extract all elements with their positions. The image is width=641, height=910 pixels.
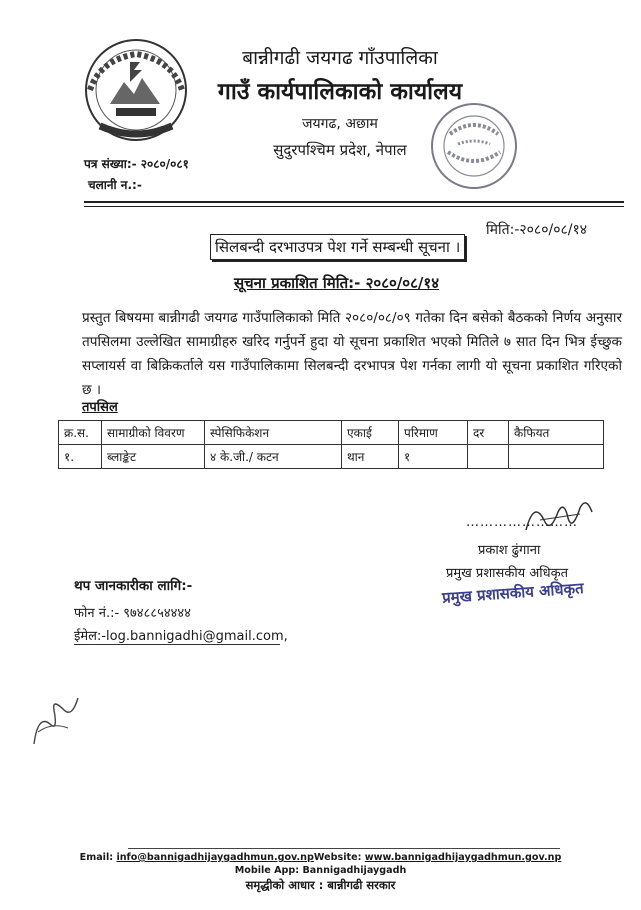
- header-unit: एकाई: [342, 421, 399, 445]
- initials-scribble-icon: [28, 684, 84, 754]
- published-date: सूचना प्रकाशित मिति:- २०८०/०८/१४: [234, 274, 439, 292]
- contact-email-suffix: ,: [283, 629, 288, 644]
- notice-subject: सिलबन्दी दरभाउपत्र पेश गर्ने सम्बन्धी सूचना ।: [210, 234, 465, 260]
- table-header-row: [59, 421, 604, 445]
- signatory-post: प्रमुख प्रशासकीय अधिकृत: [446, 566, 569, 581]
- contact-phone: फोन नं.:- ९७४८८५४४४४: [74, 606, 191, 621]
- cell-quantity: १: [399, 445, 468, 469]
- cell-serial: १.: [59, 445, 102, 469]
- address-line-2: सुदुरपश्चिम प्रदेश, नेपाल: [273, 141, 407, 159]
- header-quantity: परिमाण: [399, 421, 468, 445]
- cell-unit: थान: [342, 445, 399, 469]
- footer-website-label: Website:: [313, 852, 365, 863]
- cell-remarks: [509, 445, 604, 469]
- header-serial: क्र.स.: [59, 421, 102, 445]
- notice-body: प्रस्तुत बिषयमा बान्नीगढी जयगढ गाउँपालिकाको मिति २०८०/०८/०९ गतेका दिन बसेको बैठकको निर्णय अनुसार तपसिलमा उल्लेखित सामाग्रीहरु खरिद गर्नुपर्ने हुदा यो सूचना प्रकाशित भएको मितिले ७ सात दिन भित्र ईच्छुक सप्लायर्स वा बिक्रिकर्ताले यस गाउँपालिकामा सिलबन्दी दरभापत्र पेश गर्नका लागी यो सूचना प्रकाशित गरिएको छ ।: [82, 310, 622, 398]
- contact-email-address[interactable]: log.bannigadhi@gmail.com: [106, 629, 284, 644]
- contact-email-label: ईमेल:-: [74, 629, 107, 644]
- cell-spec: ४ के.जी./ कटन: [205, 445, 342, 469]
- cell-rate: [468, 445, 509, 469]
- address-line-1: जयगढ, अछाम: [302, 116, 378, 132]
- designation-stamp: प्रमुख प्रशासकीय अधिकृत: [441, 579, 585, 607]
- footer-website-link[interactable]: www.bannigadhijaygadhmun.gov.np: [364, 852, 562, 863]
- signatory-name: प्रकाश ढुंगाना: [478, 543, 541, 558]
- office-name: गाउँ कार्यपालिकाको कार्यालय: [217, 79, 463, 105]
- header-rate: दर: [468, 421, 509, 445]
- signature-line: ……………………: [466, 515, 578, 530]
- email-underline: [74, 644, 280, 645]
- contact-email: [74, 626, 288, 644]
- municipality-name: बान्नीगढी जयगढ गाँउपालिका: [242, 47, 438, 69]
- header-remarks: कैफियत: [509, 421, 604, 445]
- header-item: सामाग्रीको विवरण: [102, 421, 205, 445]
- notice-date: मिति:-२०८०/०८/१४: [486, 222, 588, 238]
- table-row: [59, 445, 604, 469]
- items-table: [58, 420, 604, 469]
- contact-heading: थप जानकारीका लागि:-: [74, 578, 193, 594]
- footer-contact: [0, 852, 641, 863]
- letter-number: पत्र संख्या:- २०८०/०८१: [84, 157, 189, 171]
- footer-rule: [128, 848, 560, 849]
- header-rule: [84, 201, 624, 203]
- annex-label: तपसिल: [82, 400, 118, 415]
- cell-item: ब्लाङ्केट: [102, 445, 205, 469]
- header-spec: स्पेसिफिकेशन: [205, 421, 342, 445]
- footer-email-link[interactable]: info@bannigadhijaygadhmun.gov.np: [116, 852, 314, 863]
- header-rule-thin: [84, 206, 624, 207]
- dispatch-number: चलानी न.:-: [88, 178, 142, 192]
- footer-mobile-app: Mobile App: Bannigadhijaygadh: [234, 865, 407, 876]
- footer-email-label: Email:: [79, 852, 117, 863]
- signature-scribble-icon: [520, 492, 600, 542]
- footer-motto: समृद्धीको आधार : बान्नीगढी सरकार: [245, 878, 396, 892]
